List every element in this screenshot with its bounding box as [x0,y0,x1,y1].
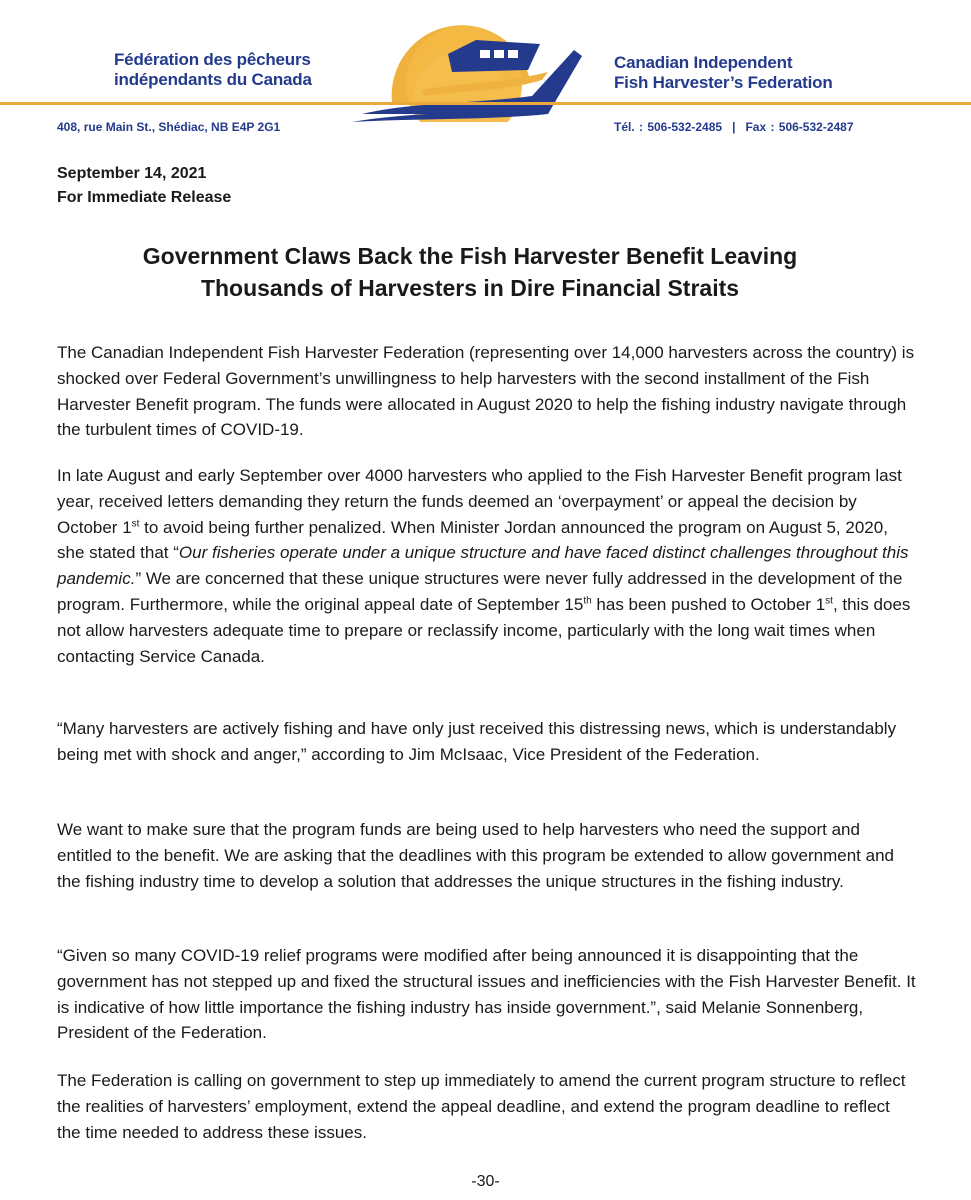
paragraph-2: In late August and early September over 4000 harvesters who applied to the Fish Harvester Benefit program last year, received letters demanding they return the funds deemed an ‘overpayment’ or appeal the decision by October 1st to avoid being further penalized. When Minister Jordan announced the program on August 5, 2020, she stated that “Our fisheries operate under a unique structure and have faced distinct challenges throughout this pandemic.” We are concerned that these unique structures were never fully addressed in the development of the program. Furthermore, while the original appeal date of September 15th has been pushed to October 1st, this does not allow harvesters adequate time to prepare or reclassify income, particularly with the long wait times when contacting Service Canada. [57,466,911,666]
paragraph-6: The Federation is calling on government to step up immediately to amend the current program structure to reflect the realities of harvesters’ employment, extend the appeal deadline, and extend the program deadline to reflect the time needed to address these issues. [57,1071,906,1142]
press-release-title: Government Claws Back the Fish Harvester Benefit Leaving Thousands of Harvesters in Dire Financial Straits [142,243,798,301]
paragraph-3: “Many harvesters are actively fishing and have only just received this distressing news, which is understandably being met with shock and anger,” according to Jim McIsaac, Vice President of the Federation. [57,719,897,764]
org-name-french: Fédération des pêcheurs indépendants du Canada [114,50,312,89]
paragraph-1: The Canadian Independent Fish Harvester Federation (representing over 14,000 harvesters across the country) is shocked over Federal Government’s unwillingness to help harvesters with the second installment of the Fish Harvester Benefit program. The funds were allocated in August 2020 to help the fishing industry navigate through the turbulent times of COVID-19. [57,343,915,440]
release-date: September 14, 2021 [57,165,207,182]
contact-info [614,120,854,134]
end-marker: -30- [471,1173,500,1190]
release-meta [57,162,231,210]
paragraph-5: “Given so many COVID-19 relief programs were modified after being announced it is disappointing that the government has not stepped up and fixed the structural issues and inefficiencies with the Fish Harvester Benefit. It is indicative of how little importance the fishing industry has inside government.”, said Melanie Sonnenberg, President of the Federation. [57,946,916,1043]
letterhead-divider [0,102,971,105]
paragraph-4: We want to make sure that the program funds are being used to help harvesters who need the support and entitled to the benefit. We are asking that the deadlines with this program be extended to allow government and the fishing industry time to develop a solution that addresses the unique structures in the fishing industry. [57,820,894,891]
phone: Tél. : 506-532-2485 [614,120,723,134]
letterhead [0,0,971,150]
federation-logo [352,10,584,122]
address: 408, rue Main St., Shédiac, NB E4P 2G1 [57,120,281,134]
contact-separator: | [732,120,736,134]
release-label: For Immediate Release [57,189,232,206]
minister-quote: Our fisheries operate under a unique structure and have faced distinct challenges throughout this pandemic. [57,543,909,589]
fax: Fax : 506-532-2487 [745,120,854,134]
org-name-english: Canadian Independent Fish Harvester’s Federation [614,53,833,92]
